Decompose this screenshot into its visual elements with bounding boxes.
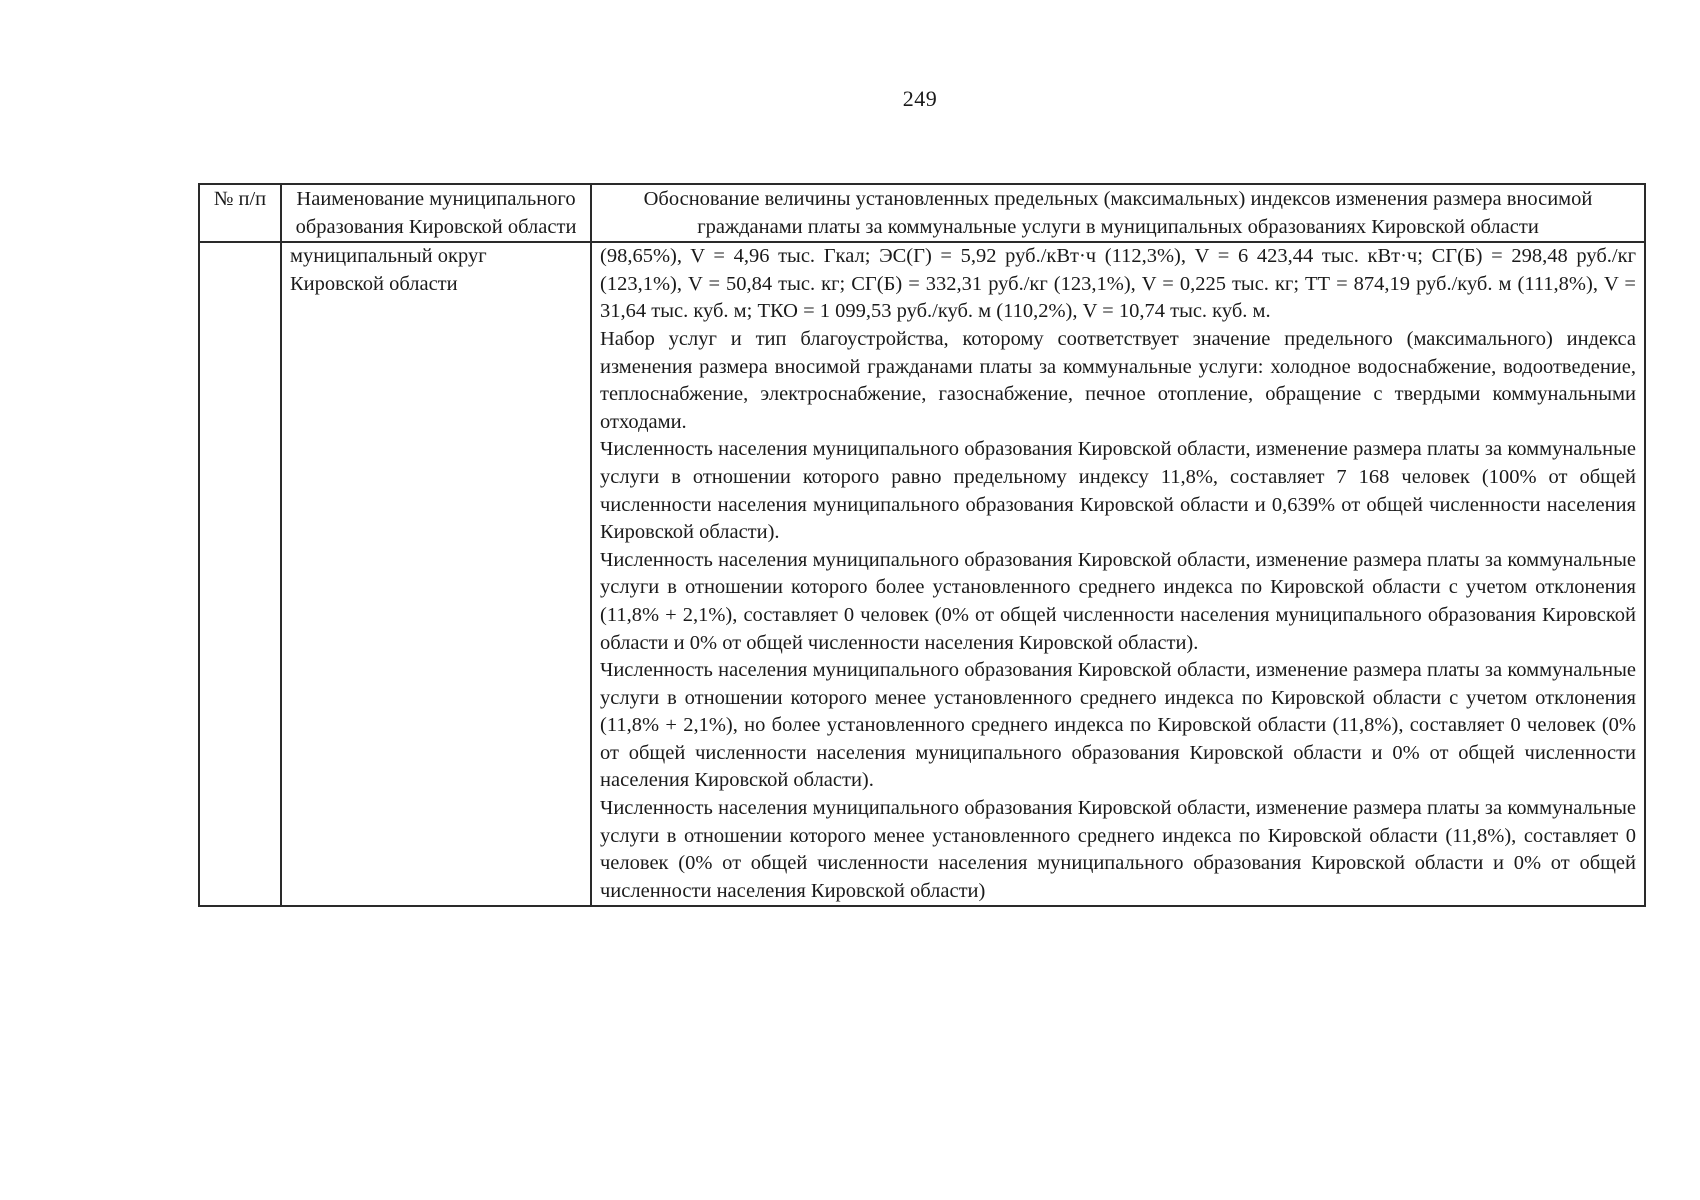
page-number: 249 <box>902 86 938 111</box>
table-header-row <box>199 184 1645 242</box>
header-justification: Обоснование величины установленных предельных (максимальных) индексов изменения размера вносимой гражданами платы за коммунальные услуги в муниципальных образованиях Кировской области <box>591 184 1645 242</box>
header-number: № п/п <box>199 184 281 242</box>
paragraph: Численность населения муниципального образования Кировской области, изменение размера платы за коммунальные услуги в отношении которого менее установленного среднего индекса по Кировской области (11,8%), составляет 0 человек (0% от общей численности населения муниципального образования Кировской области и 0% от общей численности населения Кировской области) <box>600 797 1636 902</box>
table-row <box>199 242 1645 906</box>
justification-text <box>591 242 1645 906</box>
paragraph: Численность населения муниципального образования Кировской области, изменение размера платы за коммунальные услуги в отношении которого более установленного среднего индекса по Кировской области с учетом отклонения (11,8% + 2,1%), составляет 0 человек (0% от общей численности населения муниципального образования Кировской области и 0% от общей численности населения Кировской области). <box>600 548 1636 654</box>
paragraph: Численность населения муниципального образования Кировской области, изменение размера платы за коммунальные услуги в отношении которого менее установленного среднего индекса по Кировской области с учетом отклонения (11,8% + 2,1%), но более установленного среднего индекса по Кировской области (11,8%), составляет 0 человек (0% от общей численности населения муниципального образования Кировской области и 0% от общей численности населения Кировской области). <box>600 659 1636 792</box>
municipality-name: муниципальный округ Кировской области <box>281 242 591 906</box>
paragraph: Численность населения муниципального образования Кировской области, изменение размера платы за коммунальные услуги в отношении которого равно предельному индексу 11,8%, составляет 7 168 человек (100% от общей численности населения муниципального образования Кировской области и 0,639% от общей численности населения Кировской области). <box>600 438 1636 544</box>
paragraph: Набор услуг и тип благоустройства, которому соответствует значение предельного (максимального) индекса изменения размера вносимой гражданами платы за коммунальные услуги: холодное водоснабжение, водоотведение, теплоснабжение, электроснабжение, газоснабжение, печное отопление, обращение с твердыми коммунальными отходами. <box>600 327 1636 433</box>
header-municipality-name: Наименование муниципального образования Кировской области <box>281 184 591 242</box>
paragraph: (98,65%), V = 4,96 тыс. Гкал; ЭС(Г) = 5,92 руб./кВт·ч (112,3%), V = 6 423,44 тыс. кВт·ч; СГ(Б) = 298,48 руб./кг (123,1%), V = 50,84 тыс. кг; СГ(Б) = 332,31 руб./кг (123,1%), V = 0,225 тыс. кг; ТТ = 874,19 руб./куб. м (111,8%), V = 31,64 тыс. куб. м; ТКО = 1 099,53 руб./куб. м (110,2%), V = 10,74 тыс. куб. м. <box>600 245 1636 323</box>
justification-table <box>198 183 1646 907</box>
row-number <box>199 242 281 906</box>
